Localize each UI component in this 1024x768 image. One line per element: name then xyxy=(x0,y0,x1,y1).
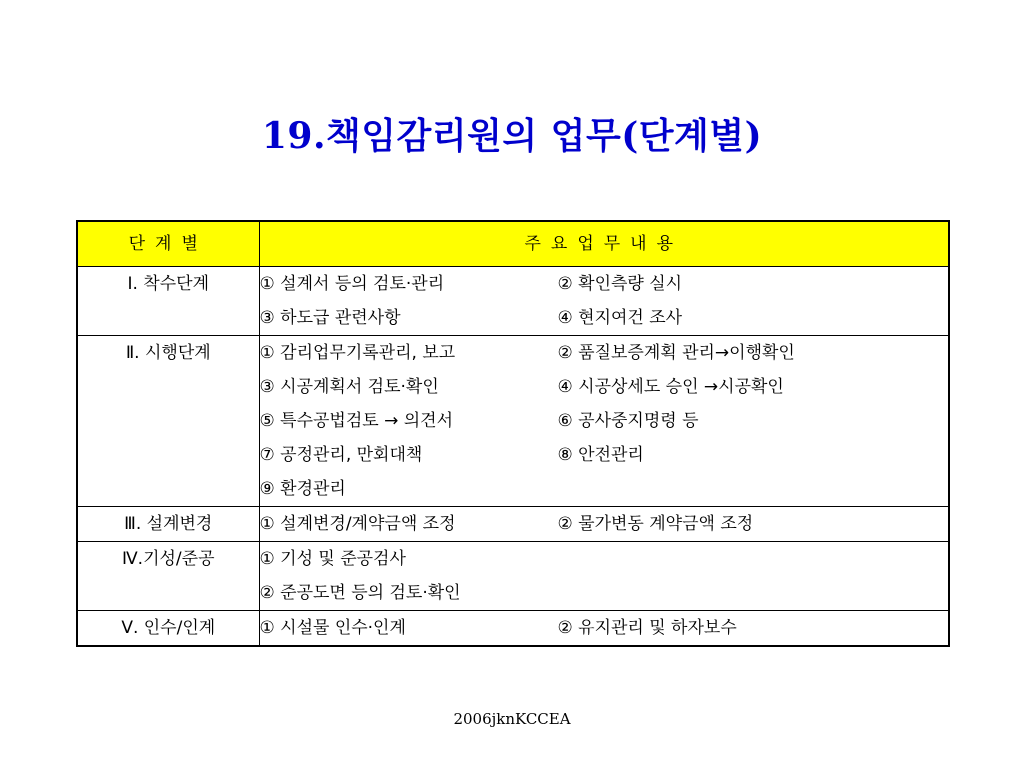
tasks-cell xyxy=(259,542,949,611)
stage-cell: Ⅰ. 착수단계 xyxy=(77,267,259,336)
task-item: ③ 하도급 관련사항 xyxy=(259,308,401,328)
table-row xyxy=(77,267,949,336)
task-item: ③ 시공계획서 검토·확인 xyxy=(259,377,439,397)
tasks-cell xyxy=(259,611,949,647)
task-item: ⑨ 환경관리 xyxy=(259,479,346,499)
task-item: ① 감리업무기록관리, 보고 xyxy=(259,343,456,363)
task-line xyxy=(260,542,949,576)
table-row xyxy=(77,542,949,611)
task-item: ① 설계변경/계약금액 조정 xyxy=(259,514,456,534)
task-item: ② 물가변동 계약금액 조정 xyxy=(557,514,754,534)
task-item: ② 유지관리 및 하자보수 xyxy=(557,618,737,638)
task-line xyxy=(260,576,949,610)
tasks-cell xyxy=(259,267,949,336)
tasks-table xyxy=(76,220,950,647)
task-item: ① 시설물 인수·인계 xyxy=(259,618,406,638)
task-item: ⑤ 특수공법검토 → 의견서 xyxy=(259,411,453,431)
task-item: ⑥ 공사중지명령 등 xyxy=(557,411,699,431)
task-item: ⑧ 안전관리 xyxy=(557,445,644,465)
tasks-cell xyxy=(259,336,949,507)
table-row xyxy=(77,507,949,542)
task-item: ④ 시공상세도 승인 →시공확인 xyxy=(557,377,784,397)
task-line xyxy=(260,336,949,370)
tasks-cell xyxy=(259,507,949,542)
table-row xyxy=(77,336,949,507)
task-line xyxy=(260,611,949,645)
task-item: ① 기성 및 준공검사 xyxy=(259,549,406,569)
table-row xyxy=(77,611,949,647)
task-line xyxy=(260,267,949,301)
header-stage: 단계별 xyxy=(77,221,259,267)
task-item: ④ 현지여건 조사 xyxy=(557,308,683,328)
task-item: ① 설계서 등의 검토·관리 xyxy=(259,274,445,294)
stage-cell: Ⅴ. 인수/인계 xyxy=(77,611,259,647)
task-line xyxy=(260,472,949,506)
task-item: ② 확인측량 실시 xyxy=(557,274,683,294)
header-tasks: 주요업무내용 xyxy=(259,221,949,267)
task-item: ② 준공도면 등의 검토·확인 xyxy=(259,583,461,603)
task-line xyxy=(260,301,949,335)
task-item: ⑦ 공정관리, 만회대책 xyxy=(259,445,423,465)
task-line xyxy=(260,370,949,404)
task-item: ② 품질보증계획 관리→이행확인 xyxy=(557,343,795,363)
task-line xyxy=(260,404,949,438)
task-line xyxy=(260,438,949,472)
footer-credit: 2006jknKCCEA xyxy=(453,710,571,728)
stage-cell: Ⅳ.기성/준공 xyxy=(77,542,259,611)
stage-cell: Ⅱ. 시행단계 xyxy=(77,336,259,507)
page-title: 19.책임감리원의 업무(단계별) xyxy=(261,115,763,157)
table-header-row xyxy=(77,221,949,267)
stage-cell: Ⅲ. 설계변경 xyxy=(77,507,259,542)
task-line xyxy=(260,507,949,541)
